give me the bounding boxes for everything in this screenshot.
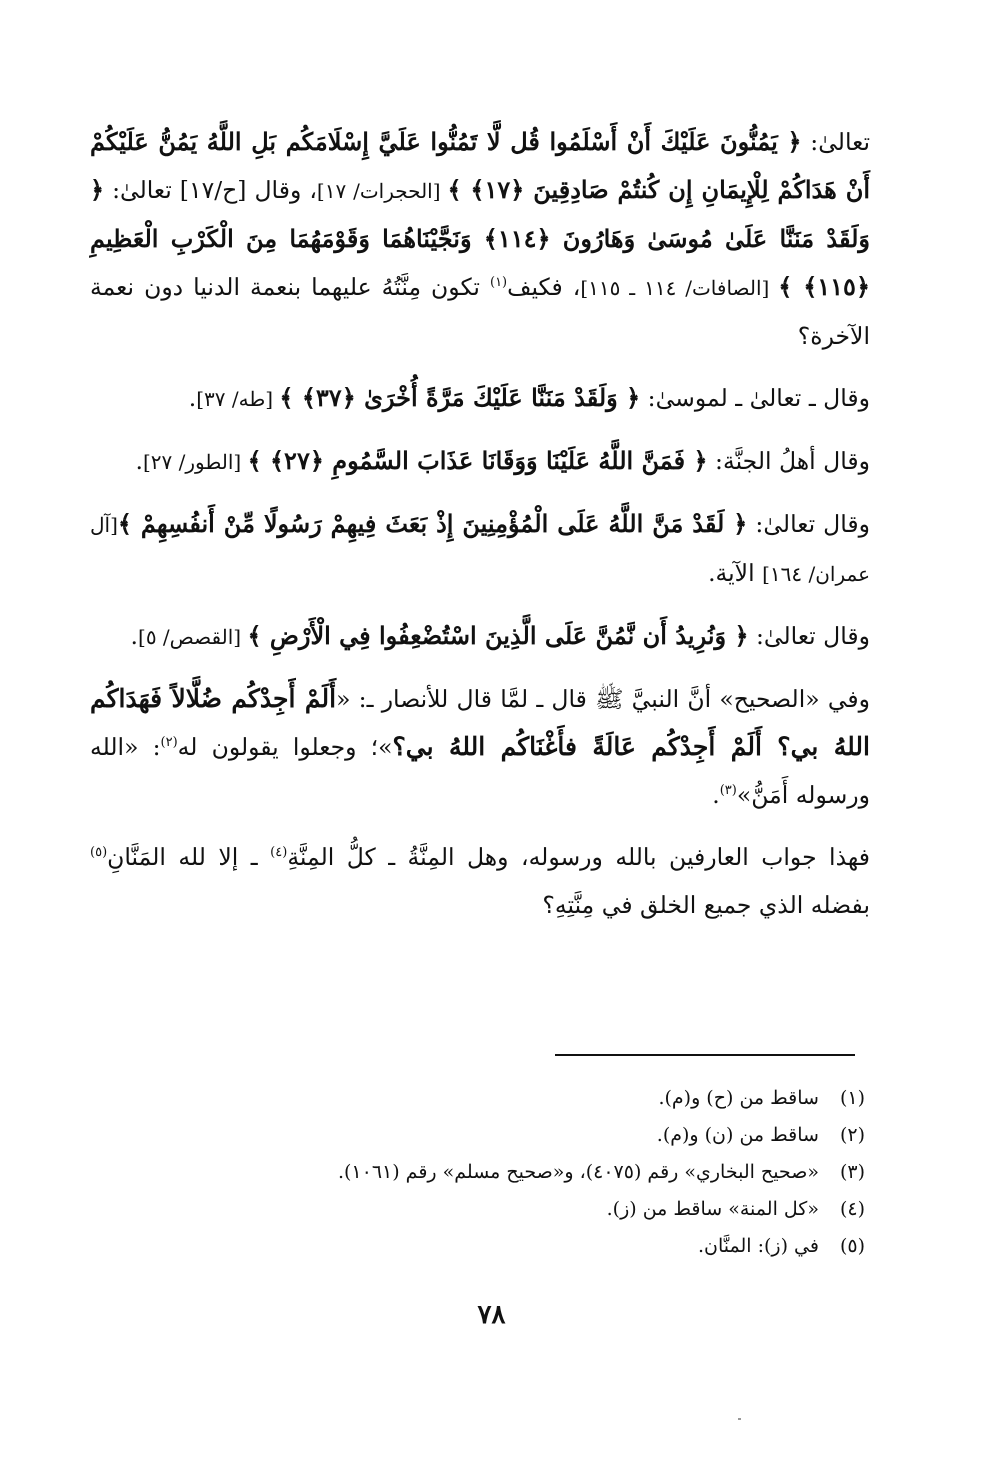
footnote-ref: (٢) (160, 735, 178, 751)
verse-reference: [الطور/ ٢٧] (142, 450, 248, 474)
paragraph-4 (90, 500, 870, 598)
text-segment: »؛ وجعلوا يقولون له (177, 733, 393, 761)
text-segment: وقال أهلُ الجنَّة: (707, 447, 870, 475)
text-segment: ، وقال [ح/١٧] تعالىٰ: (104, 176, 317, 204)
footnote-ref: (٤) (270, 845, 288, 861)
footnote-number: (٢) (839, 1124, 865, 1146)
footnote-number: (٤) (839, 1198, 865, 1220)
footnote-ref: (٥) (90, 845, 108, 861)
text-segment: . (130, 622, 138, 650)
verse-reference: [طه/ ٣٧] (196, 387, 280, 411)
quran-verse: ﴿ فَمَنَّ اللَّهُ عَلَيْنَا وَوَقَانَا عَذَابَ السَّمُومِ ﴿٢٧﴾ ﴾ (247, 446, 708, 475)
paragraph-6 (90, 675, 870, 819)
main-text (90, 118, 870, 943)
footnote-5 (90, 1228, 865, 1265)
quran-verse: ﴿ يَمُنُّونَ عَلَيْكَ أَنْ أَسْلَمُوا قُل لَّا تَمُنُّوا عَلَيَّ إِسْلَامَكُم بَلِ اللَّهُ يَمُنُّ عَلَيْكُمْ أَنْ هَدَاكُمْ لِلْإِيمَانِ إِن كُنتُمْ صَادِقِينَ ﴿١٧﴾ ﴾ (90, 127, 870, 204)
quran-verse: ﴿ لَقَدْ مَنَّ اللَّهُ عَلَى الْمُؤْمِنِينَ إِذْ بَعَثَ فِيهِمْ رَسُولًا مِّنْ أَنفُسِهِمْ ﴾ (117, 509, 748, 538)
text-segment: ، فكيف (507, 273, 581, 301)
text-segment: وقال تعالىٰ: (748, 622, 870, 650)
text-segment: . (135, 447, 143, 475)
paragraph-2 (90, 374, 870, 423)
text-segment: وقال ـ تعالىٰ ـ لموسىٰ: (640, 384, 870, 412)
text-segment: بفضله الذي جميع الخلق في مِنَّتِهِ؟ (542, 891, 870, 919)
footnote-number: (٣) (839, 1161, 865, 1183)
paragraph-1 (90, 118, 870, 360)
text-segment: الآية. (708, 559, 763, 587)
footnote-text: «كل المنة» ساقط من (ز). (606, 1198, 819, 1220)
footnote-separator (555, 1054, 855, 1056)
paragraph-3 (90, 437, 870, 486)
text-segment: ـ إلا لله المَنَّانِ (107, 843, 271, 871)
footnote-3 (90, 1154, 865, 1191)
verse-reference: [الحجرات/ ١٧] (316, 179, 448, 203)
footnote-2 (90, 1117, 865, 1154)
footnote-text: ساقط من (ن) و(م). (656, 1124, 819, 1146)
footnote-number: (١) (839, 1087, 865, 1109)
verse-reference: [القصص/ ٥] (138, 625, 248, 649)
scan-speck (738, 1418, 741, 1420)
text-segment: تكون مِنَّتُهُ عليهما بنعمة الدنيا دون نعمة الآخرة؟ (90, 273, 870, 350)
text-segment: وقال تعالىٰ: (747, 510, 870, 538)
footnote-ref: (١) (489, 275, 508, 291)
verse-reference: [آل عمران/ ١٦٤] (90, 513, 870, 586)
quran-verse: ﴿ وَلَقَدْ مَنَنَّا عَلَىٰ مُوسَىٰ وَهَارُونَ ﴿١١٤﴾ وَنَجَّيْنَاهُمَا وَقَوْمَهُمَا مِنَ الْكَرْبِ الْعَظِيمِ ﴿١١٥﴾ ﴾ (90, 175, 870, 301)
text-segment: . (712, 781, 720, 809)
text-segment: . (188, 384, 197, 412)
footnote-text: ساقط من (ح) و(م). (658, 1087, 819, 1109)
text-segment: فهذا جواب العارفين بالله ورسوله، وهل المِنَّةُ ـ كلُّ المِنَّةِ (287, 843, 870, 871)
text-segment: تعالىٰ: (801, 128, 870, 156)
footnote-text: «صحيح البخاري» رقم (٤٠٧٥)، و«صحيح مسلم» رقم (١٠٦١). (337, 1161, 819, 1183)
text-segment: وفي «الصحيح» أنَّ النبيَّ ﷺ قال ـ لمَّا قال للأنصار ـ: « (336, 685, 870, 713)
footnote-4 (90, 1191, 865, 1228)
footnote-ref: (٣) (719, 783, 737, 799)
hadith-quote: أَلَمْ أَجِدْكُم ضُلَّالاً فَهَدَاكُم اللهُ بي؟ أَلَمْ أَجِدْكُم عَالَةً فأَغْنَاكُم اللهُ بي؟ (90, 684, 870, 761)
text-segment: : «الله ورسوله أَمَنُّ» (90, 733, 870, 809)
quran-verse: ﴿ وَنُرِيدُ أَن نَّمُنَّ عَلَى الَّذِينَ اسْتُضْعِفُوا فِي الْأَرْضِ ﴾ (247, 621, 749, 650)
footnotes (90, 1080, 865, 1265)
quran-verse: ﴿ وَلَقَدْ مَنَنَّا عَلَيْكَ مَرَّةً أُخْرَىٰ ﴿٣٧﴾ ﴾ (279, 383, 641, 412)
paragraph-5 (90, 612, 870, 661)
footnote-1 (90, 1080, 865, 1117)
paragraph-7 (90, 833, 870, 929)
page-number: ٧٨ (477, 1300, 506, 1330)
verse-reference: [الصافات/ ١١٤ ـ ١١٥] (580, 276, 779, 300)
footnote-number: (٥) (839, 1235, 865, 1257)
footnote-text: في (ز): المنَّان. (697, 1235, 819, 1257)
